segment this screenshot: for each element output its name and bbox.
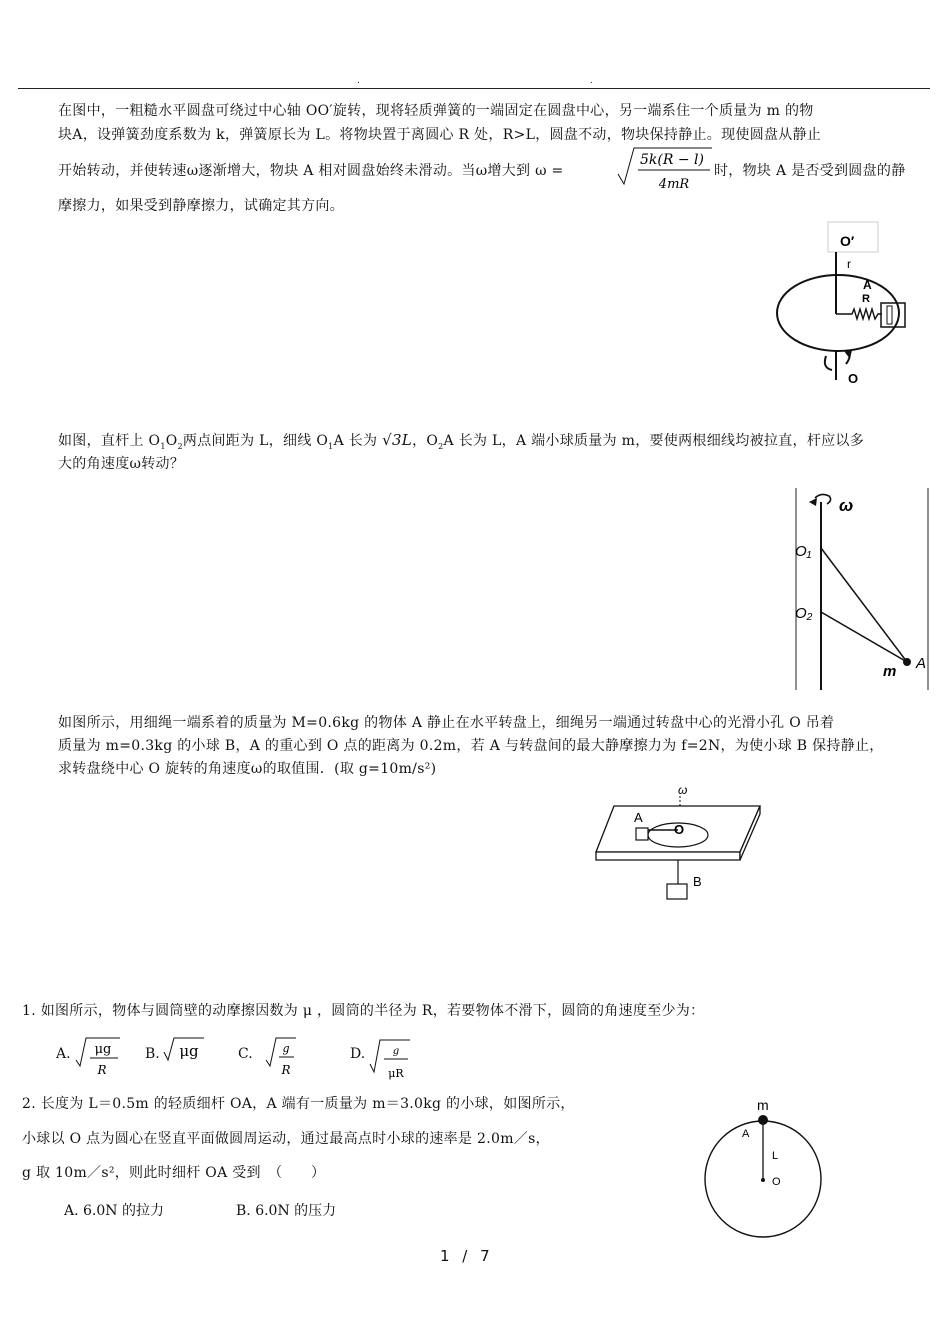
q5-line3: g 取 10m／s²，则此时细杆 OA 受到 （ ） [22, 1165, 326, 1181]
header-rule [18, 88, 930, 89]
q3-fig-o: O [674, 822, 685, 837]
q1-line3-a: 开始转动，并使转速ω逐渐增大，物块 A 相对圆盘始终未滑动。当ω增大到 ω = [58, 163, 564, 179]
q2-sqrt-3l: √3L [382, 431, 413, 449]
q4-option-d-label: D. [350, 1046, 366, 1062]
q1-fig-big-r: R [862, 293, 870, 305]
q1-formula-denominator: 4mR [658, 177, 690, 192]
q3-line2: 质量为 m=0.3kg 的小球 B，A 的重心到 O 点的距离为 0.2m，若 A 与转盘间的最大静摩擦力为 f=2N，为使小球 B 保持静止， [58, 738, 884, 754]
q1-line1: 在图中，一粗糙水平圆盘可绕过中心轴 OO′旋转，现将轻质弹簧的一端固定在圆盘中心，另一端系住一个质量为 m 的物 [58, 103, 814, 119]
q5-option-a: A. 6.0N 的拉力 [64, 1203, 164, 1219]
q3-fig-a: A [634, 810, 643, 825]
q5-fig-a: A [742, 1128, 750, 1140]
q3-line3: 求转盘绕中心 O 旋转的角速度ω的取值围．(取 g=10m/s²) [58, 761, 437, 777]
q1-fig-r: r [847, 257, 851, 271]
q2-rod-figure [795, 488, 930, 690]
q1-line4: 摩擦力，如果受到静摩擦力，试确定其方向。 [58, 198, 344, 214]
svg-text:μg: μg [179, 1042, 199, 1060]
q1-disc-figure [770, 220, 915, 390]
header-dot-left: . [357, 76, 360, 86]
q2-fig-omega: ω [839, 496, 854, 515]
q2-fig-o2: O₂ [795, 605, 813, 622]
q5-line1: 2. 长度为 L＝0.5m 的轻质细杆 OA，A 端有一质量为 m＝3.0kg 的小球，如图所示， [22, 1096, 575, 1112]
header-dot-right: . [590, 76, 593, 86]
q1-fig-o: O [848, 371, 859, 386]
q5-fig-l: L [772, 1150, 779, 1162]
q5-fig-o: O [772, 1176, 781, 1188]
q3-fig-omega: ω [678, 783, 688, 797]
svg-text:R: R [281, 1063, 291, 1077]
q5-option-b: B. 6.0N 的压力 [236, 1203, 337, 1219]
q2-fig-a: A [916, 655, 927, 672]
q4-option-b-label: B. [145, 1046, 160, 1062]
svg-text:g: g [392, 1046, 400, 1057]
q4-option-c-label: C. [238, 1046, 253, 1062]
q2-fig-o1: O₁ [795, 543, 812, 560]
q4-option-d-formula [368, 1036, 414, 1084]
q2-line2: 大的角速度ω转动？ [58, 456, 185, 472]
q4-option-b-formula [162, 1036, 206, 1066]
q4-option-a-formula [74, 1036, 124, 1080]
svg-text:μg: μg [94, 1042, 112, 1057]
q5-line2: 小球以 O 点为圆心在竖直平面做圆周运动，通过最高点时小球的速率是 2.0m／s， [22, 1131, 550, 1147]
q4-line1: 1. 如图所示，物体与圆筒壁的动摩擦因数为 μ ，圆筒的半径为 R，若要物体不滑下，圆筒的角速度至少为： [22, 1003, 705, 1019]
q2-fig-m: m [883, 663, 897, 680]
q1-omega-formula [614, 144, 714, 194]
svg-text:μR: μR [388, 1067, 404, 1080]
q4-option-a-label: A. [56, 1046, 71, 1062]
q5-fig-m: m [757, 1097, 769, 1113]
page-number: 1 / 7 [440, 1247, 494, 1265]
q1-line3-b: 时，物块 A 是否受到圆盘的静 [714, 163, 906, 179]
q3-line1: 如图所示，用细绳一端系着的质量为 M=0.6kg 的物体 A 静止在水平转盘上，细绳另一端通过转盘中心的光滑小孔 O 吊着 [58, 715, 835, 731]
svg-text:g: g [282, 1042, 290, 1055]
q4-option-c-formula [264, 1036, 300, 1080]
q2-line1: 如图，直杆上 $O_1O_2$两点间距为 L，细线 $O_1A$ 长为 √3L，$O_2A$ 长为 L，A 端小球质量为 m，要使两根细线均被拉直，杆应以多 [58, 431, 865, 451]
q1-fig-a: A [863, 278, 872, 292]
q1-line2: 块A，设弹簧劲度系数为 k，弹簧原长为 L。将物块置于离圆心 R 处，R>L，圆盘不动，物块保持静止。现使圆盘从静止 [58, 127, 822, 143]
q1-formula-numerator: 5k(R − l) [640, 152, 704, 168]
q1-fig-o-prime: O′ [840, 233, 855, 249]
q3-fig-b: B [693, 874, 702, 889]
svg-text:R: R [97, 1063, 107, 1077]
q3-turntable-figure [592, 780, 762, 902]
q5-circle-figure [700, 1096, 830, 1242]
